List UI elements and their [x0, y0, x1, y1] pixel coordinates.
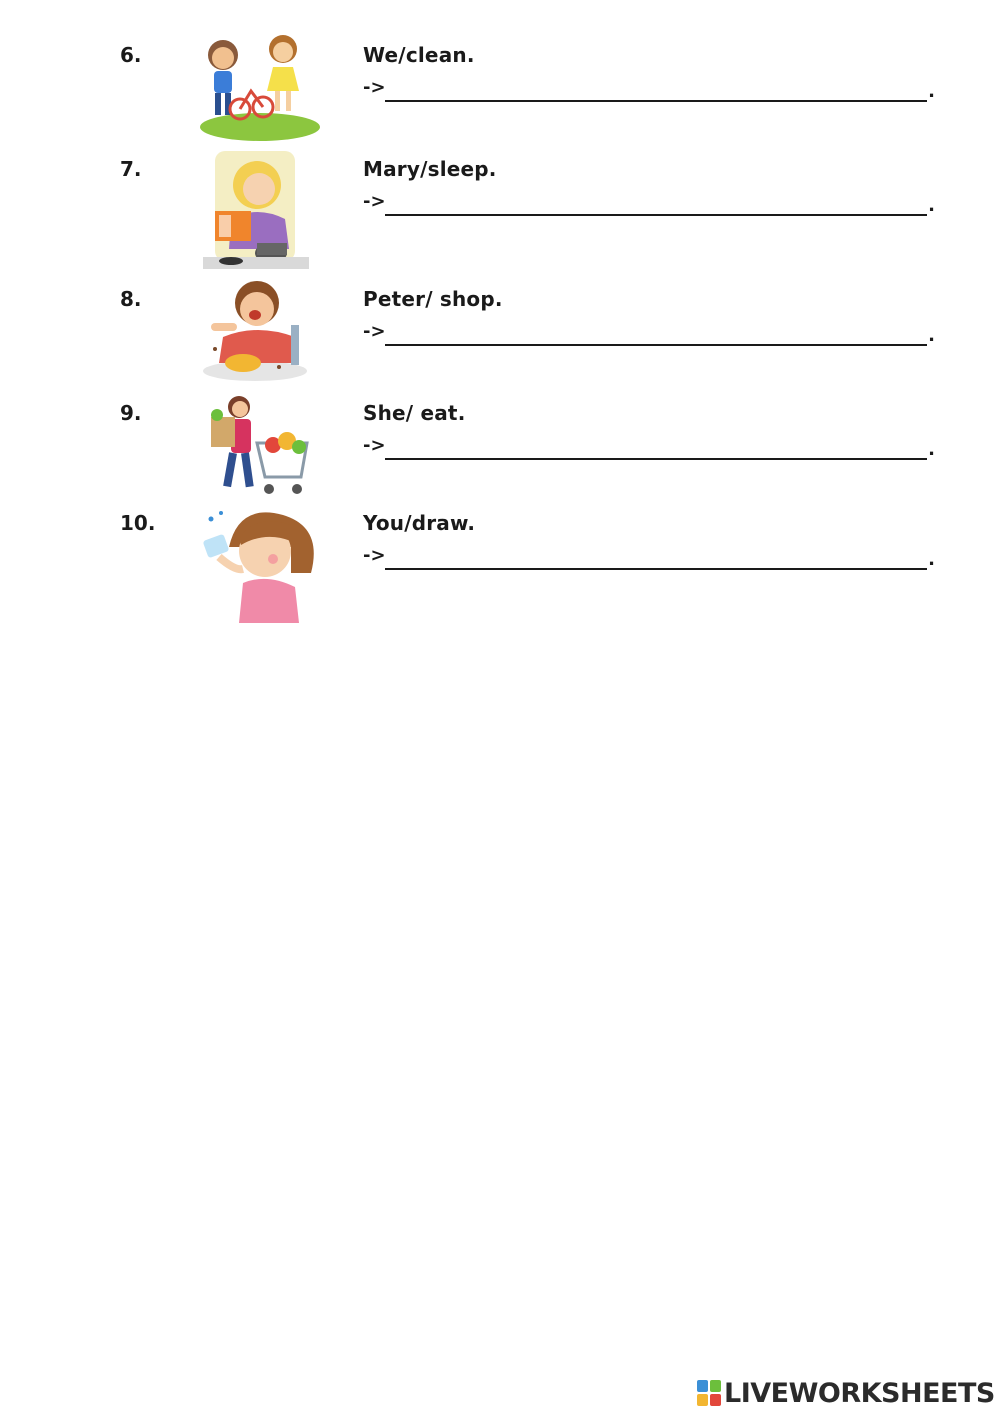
answer-line[interactable]	[363, 435, 935, 461]
answer-blank[interactable]	[385, 214, 927, 216]
item-number: 7.	[120, 157, 142, 181]
woman-cooking-illustration	[195, 149, 325, 274]
item-prompt: You/draw.	[363, 511, 476, 535]
woman-shopping-cart-illustration	[195, 393, 325, 501]
children-bicycle-illustration	[195, 27, 325, 142]
answer-blank[interactable]	[385, 344, 927, 346]
item-prompt: Peter/ shop.	[363, 287, 503, 311]
item-number: 6.	[120, 43, 142, 67]
item-prompt: Mary/sleep.	[363, 157, 497, 181]
item-prompt: We/clean.	[363, 43, 475, 67]
end-period: .	[928, 439, 935, 460]
end-period: .	[928, 195, 935, 216]
girl-drinking-illustration	[195, 507, 325, 623]
item-number: 10.	[120, 511, 156, 535]
answer-blank[interactable]	[385, 100, 927, 102]
item-number: 9.	[120, 401, 142, 425]
arrow-marker: ->	[363, 435, 386, 456]
end-period: .	[928, 81, 935, 102]
answer-line[interactable]	[363, 191, 935, 217]
item-prompt: She/ eat.	[363, 401, 466, 425]
answer-blank[interactable]	[385, 568, 927, 570]
logo-text: LIVEWORKSHEETS	[724, 1377, 995, 1409]
arrow-marker: ->	[363, 77, 386, 98]
arrow-marker: ->	[363, 321, 386, 342]
liveworksheets-badge-icon	[697, 1380, 721, 1406]
arrow-marker: ->	[363, 191, 386, 212]
liveworksheets-logo	[697, 1377, 995, 1409]
answer-line[interactable]	[363, 321, 935, 347]
end-period: .	[928, 325, 935, 346]
boy-eating-illustration	[195, 275, 325, 387]
answer-line[interactable]	[363, 545, 935, 571]
item-number: 8.	[120, 287, 142, 311]
answer-blank[interactable]	[385, 458, 927, 460]
end-period: .	[928, 549, 935, 570]
answer-line[interactable]	[363, 77, 935, 103]
arrow-marker: ->	[363, 545, 386, 566]
